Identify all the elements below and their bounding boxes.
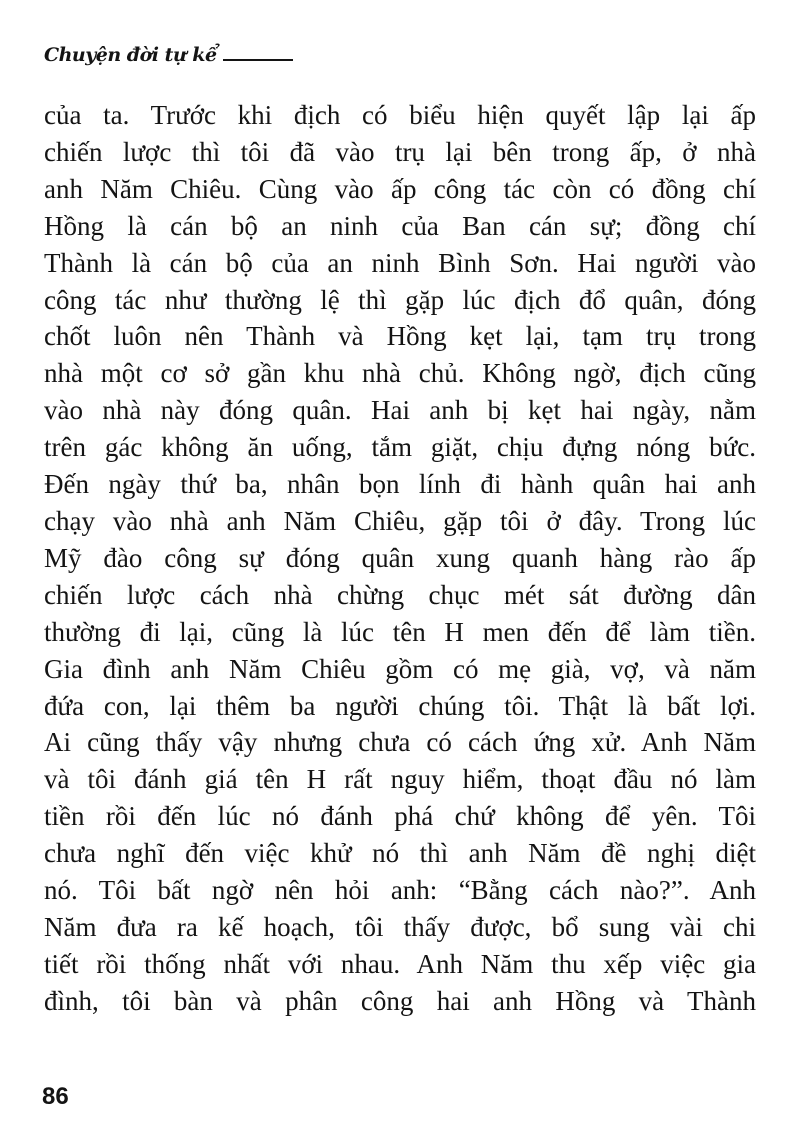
text-line: đình, tôi bàn và phân công hai anh Hồng và Thành bbox=[44, 985, 756, 1016]
text-line: chiến lược cách nhà chừng chục mét sát đường dân bbox=[44, 579, 756, 610]
running-header bbox=[44, 44, 293, 66]
text-line: đứa con, lại thêm ba người chúng tôi. Thật là bất lợi. bbox=[44, 690, 756, 721]
text-line: trên gác không ăn uống, tắm giặt, chịu đựng nóng bức. bbox=[44, 432, 756, 463]
text-line: tiền rồi đến lúc nó đánh phá chứ không để yên. Tôi bbox=[44, 801, 756, 832]
text-line: chưa nghĩ đến việc khử nó thì anh Năm đề nghị diệt bbox=[44, 838, 756, 869]
text-line: anh Năm Chiêu. Cùng vào ấp công tác còn có đồng chí bbox=[44, 173, 756, 204]
text-line: chiến lược thì tôi đã vào trụ lại bên trong ấp, ở nhà bbox=[44, 136, 756, 167]
text-line: nhà một cơ sở gần khu nhà chủ. Không ngờ, địch cũng bbox=[44, 358, 756, 389]
text-line: Ai cũng thấy vậy nhưng chưa có cách ứng xử. Anh Năm bbox=[44, 727, 756, 758]
text-line: và tôi đánh giá tên H rất nguy hiểm, thoạt đầu nó làm bbox=[44, 764, 756, 795]
text-line: vào nhà này đóng quân. Hai anh bị kẹt hai ngày, nằm bbox=[44, 395, 756, 426]
running-title: Chuyện đời tự kể bbox=[44, 44, 217, 66]
text-line: thường đi lại, cũng là lúc tên H men đến để làm tiền. bbox=[44, 616, 756, 647]
text-line: Đến ngày thứ ba, nhân bọn lính đi hành quân hai anh bbox=[44, 469, 756, 500]
page-number: 86 bbox=[42, 1083, 69, 1110]
text-line: Gia đình anh Năm Chiêu gồm có mẹ già, vợ, và năm bbox=[44, 653, 756, 684]
text-line: nó. Tôi bất ngờ nên hỏi anh: “Bằng cách nào?”. Anh bbox=[44, 875, 756, 906]
body-text bbox=[44, 97, 756, 1020]
text-line: Thành là cán bộ của an ninh Bình Sơn. Hai người vào bbox=[44, 247, 756, 278]
header-rule bbox=[223, 59, 293, 61]
text-line: của ta. Trước khi địch có biểu hiện quyết lập lại ấp bbox=[44, 100, 756, 130]
text-line: chạy vào nhà anh Năm Chiêu, gặp tôi ở đây. Trong lúc bbox=[44, 505, 756, 536]
text-line: chốt luôn nên Thành và Hồng kẹt lại, tạm trụ trong bbox=[44, 321, 756, 352]
text-line: công tác như thường lệ thì gặp lúc địch đổ quân, đóng bbox=[44, 284, 756, 315]
text-line: Năm đưa ra kế hoạch, tôi thấy được, bổ sung vài chi bbox=[44, 911, 756, 942]
text-line: Mỹ đào công sự đóng quân xung quanh hàng rào ấp bbox=[44, 542, 756, 573]
text-line: tiết rồi thống nhất với nhau. Anh Năm thu xếp việc gia bbox=[44, 948, 756, 979]
text-line: Hồng là cán bộ an ninh của Ban cán sự; đồng chí bbox=[44, 210, 756, 241]
